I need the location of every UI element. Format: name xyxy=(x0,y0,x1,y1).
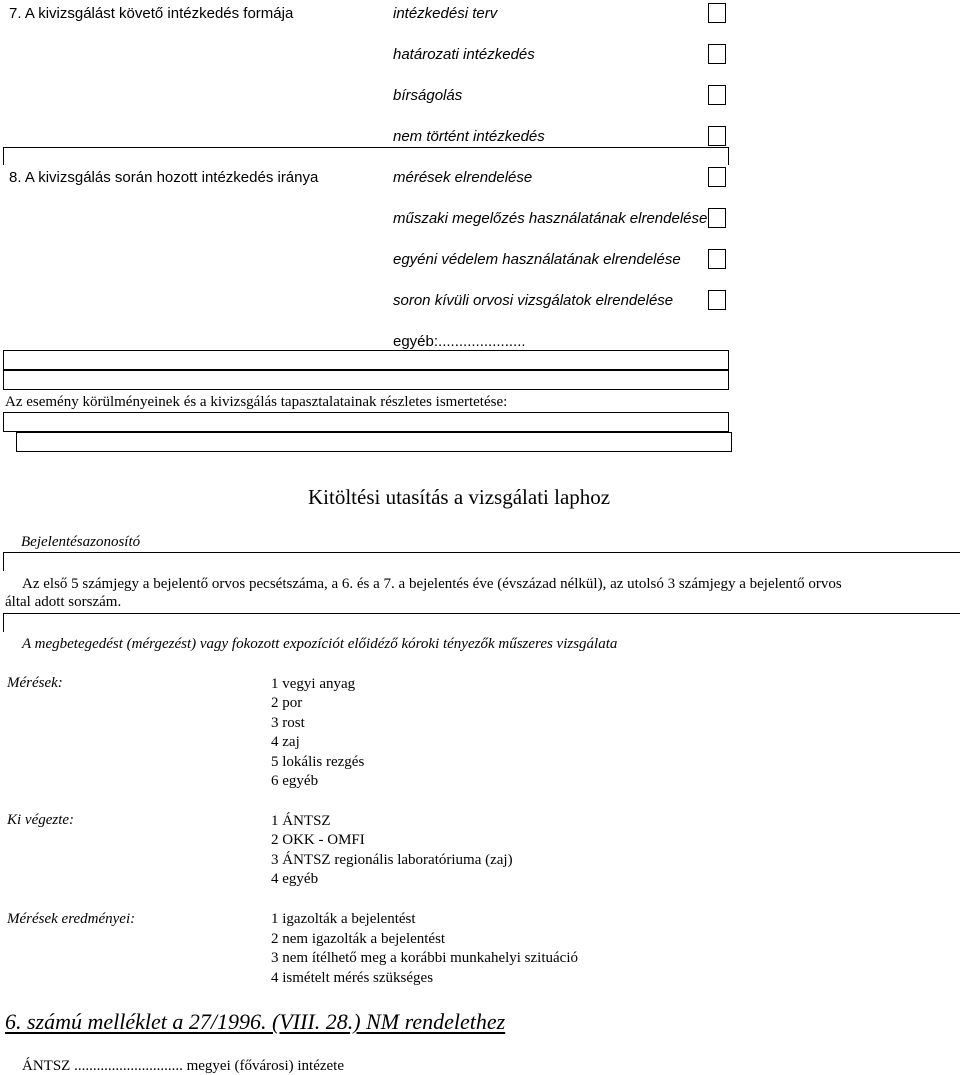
performed-by-item: 1 ÁNTSZ xyxy=(271,813,331,829)
details-input-box-2[interactable] xyxy=(16,432,732,452)
checkbox-no-action[interactable] xyxy=(708,126,726,146)
result-item: 1 igazolták a bejelentést xyxy=(271,911,416,927)
measurement-heading: A megbetegedést (mérgezést) vagy fokozott expozíciót előidéző kóroki tényezők műszeres vizsgálata xyxy=(22,636,618,652)
performed-by-item: 2 OKK - OMFI xyxy=(271,832,365,848)
option-medical-exams: soron kívüli orvosi vizsgálatok elrendelése xyxy=(393,292,674,309)
measurement-item: 4 zaj xyxy=(271,734,300,750)
measurements-label: Mérések: xyxy=(7,675,63,691)
checkbox-official-decision[interactable] xyxy=(708,44,726,64)
instructions-title: Kitöltési utasítás a vizsgálati laphoz xyxy=(308,485,611,509)
report-id-desc-line-1: Az első 5 számjegy a bejelentő orvos pecsétszáma, a 6. és a 7. a bejelentés éve (évszázad nélkül), az utolsó 3 számjegy a bejelentő orvos xyxy=(22,576,842,592)
checkbox-measurements[interactable] xyxy=(708,167,726,187)
checkbox-technical-prevention[interactable] xyxy=(708,208,726,228)
option-official-decision: határozati intézkedés xyxy=(393,46,535,63)
measurement-item: 1 vegyi anyag xyxy=(271,676,356,692)
footer-text: ÁNTSZ ............................. megyei (fővárosi) intézete xyxy=(22,1058,345,1074)
option-fine: bírságolás xyxy=(393,87,463,104)
checkbox-medical-exams[interactable] xyxy=(708,290,726,310)
measurement-item: 6 egyéb xyxy=(271,773,319,789)
checkbox-personal-protection[interactable] xyxy=(708,249,726,269)
result-item: 3 nem ítélhető meg a korábbi munkahelyi szituáció xyxy=(271,950,578,966)
annex-title: 6. számú melléklet a 27/1996. (VIII. 28.) NM rendelethez xyxy=(5,1009,506,1034)
other-input-box-2[interactable] xyxy=(3,370,729,390)
performed-by-item: 4 egyéb xyxy=(271,871,319,887)
performed-by-item: 3 ÁNTSZ regionális laboratóriuma (zaj) xyxy=(271,852,513,868)
result-item: 2 nem igazolták a bejelentést xyxy=(271,931,446,947)
report-id-box xyxy=(3,552,960,571)
details-label: Az esemény körülményeinek és a kivizsgálás tapasztalatainak részletes ismertetése: xyxy=(5,394,508,410)
section-8-label: 8. A kivizsgálás során hozott intézkedés iránya xyxy=(9,169,319,186)
measurement-item: 5 lokális rezgés xyxy=(271,754,365,770)
result-item: 4 ismételt mérés szükséges xyxy=(271,970,434,986)
section-7-label: 7. A kivizsgálást követő intézkedés formája xyxy=(9,5,294,22)
option-action-plan: intézkedési terv xyxy=(393,5,498,22)
details-input-box[interactable] xyxy=(3,412,729,432)
option-personal-protection: egyéni védelem használatának elrendelése xyxy=(393,251,681,268)
measurement-item: 3 rost xyxy=(271,715,305,731)
report-id-desc-line-2: által adott sorszám. xyxy=(5,594,122,610)
option-no-action: nem történt intézkedés xyxy=(393,128,545,145)
option-measurements: mérések elrendelése xyxy=(393,169,533,186)
option-technical-prevention: műszaki megelőzés használatának elrendelése xyxy=(393,210,708,227)
option-other: egyéb:..................... xyxy=(393,333,526,350)
report-id-label: Bejelentésazonosító xyxy=(21,534,141,550)
measurement-heading-box xyxy=(3,613,960,632)
section-divider xyxy=(3,147,729,165)
results-label: Mérések eredményei: xyxy=(7,911,136,927)
checkbox-action-plan[interactable] xyxy=(708,3,726,23)
measurement-item: 2 por xyxy=(271,695,303,711)
performed-by-label: Ki végezte: xyxy=(7,812,75,828)
checkbox-fine[interactable] xyxy=(708,85,726,105)
other-input-box[interactable] xyxy=(3,350,729,370)
